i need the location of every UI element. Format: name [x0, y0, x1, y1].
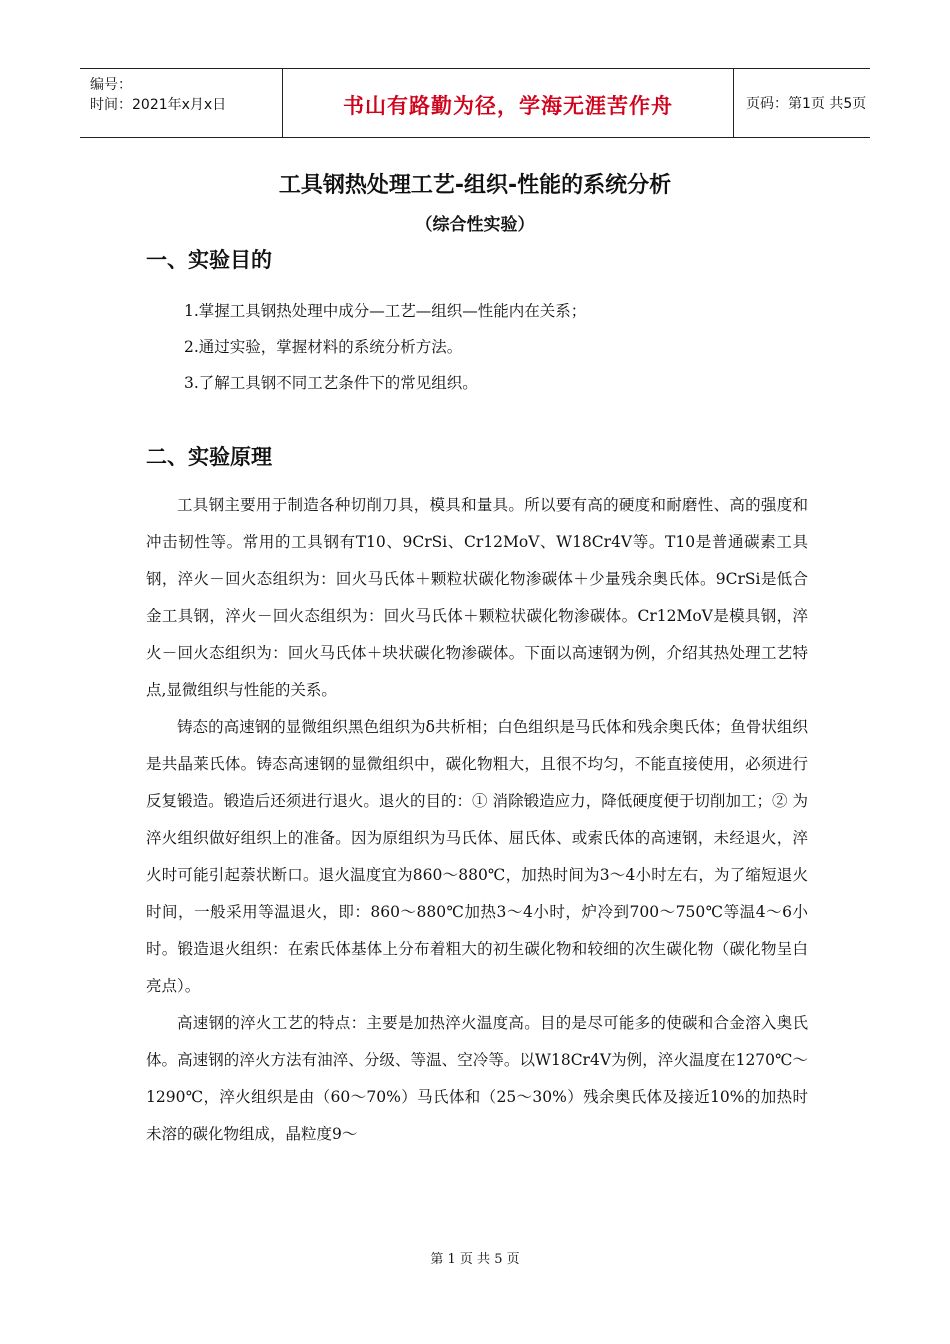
doc-time-label: 时间：2021年x月x日 — [90, 97, 227, 113]
section-heading-principle: 二、实验原理 — [146, 445, 272, 469]
doc-title: 工具钢热处理工艺-组织-性能的系统分析 — [278, 173, 672, 198]
page-footer: 第 1 页 共 5 页 — [430, 1252, 520, 1267]
body-paragraph: 高速钢的淬火工艺的特点：主要是加热淬火温度高。目的是尽可能多的使碳和合金溶入奥氏体。高速钢的淬火方法有油淬、分级、等温、空冷等。以W18Cr4V为例，淬火温度在1270℃～1290℃，淬火组织是由（60～70%）马氏体和（25～30%）残余奥氏体及接近10%的加热时未溶的碳化物组成，晶粒度9～ — [146, 1014, 808, 1143]
header-motto-cell — [282, 69, 734, 137]
body-paragraph: 工具钢主要用于制造各种切削刀具，模具和量具。所以要有高的硬度和耐磨性、高的强度和冲击韧性等。常用的工具钢有T10、9CrSi、Cr12MoV、W18Cr4V等。T10是普通碳素工具钢，淬火－回火态组织为：回火马氏体＋颗粒状碳化物渗碳体＋少量残余奥氏体。9CrSi是低合金工具钢，淬火－回火态组织为：回火马氏体＋颗粒状碳化物渗碳体。Cr12MoV是模具钢，淬火－回火态组织为：回火马氏体＋块状碳化物渗碳体。下面以高速钢为例，介绍其热处理工艺特点,显微组织与性能的关系。 — [146, 496, 808, 699]
purpose-item: 1.掌握工具钢热处理中成分—工艺—组织—性能内在关系； — [184, 302, 587, 320]
header-page-info: 页码：第1页 共5页 — [746, 96, 867, 112]
purpose-item: 3.了解工具钢不同工艺条件下的常见组织。 — [184, 374, 478, 392]
purpose-item: 2.通过实验，掌握材料的系统分析方法。 — [184, 338, 463, 356]
doc-subtitle: （综合性实验） — [415, 215, 535, 235]
header-meta — [80, 69, 282, 137]
doc-number-label: 编号： — [90, 77, 132, 93]
body-paragraph: 铸态的高速钢的显微组织黑色组织为δ共析相；白色组织是马氏体和残余奥氏体；鱼骨状组织是共晶莱氏体。铸态高速钢的显微组织中，碳化物粗大，且很不均匀，不能直接使用，必须进行反复锻造。锻造后还须进行退火。退火的目的：① 消除锻造应力，降低硬度便于切削加工；② 为淬火组织做好组织上的准备。因为原组织为马氏体、屈氏体、或索氏体的高速钢，未经退火，淬火时可能引起萘状断口。退火温度宜为860～880℃，加热时间为3～4小时左右，为了缩短退火时间，一般采用等温退火，即：860～880℃加热3～4小时，炉冷到700～750℃等温4～6小时。锻造退火组织：在索氏体基体上分布着粗大的初生碳化物和较细的次生碳化物（碳化物呈白亮点）。 — [146, 718, 808, 995]
header-motto: 书山有路勤为径，学海无涯苦作舟 — [343, 94, 673, 118]
principle-body — [146, 487, 808, 1153]
page-header — [80, 68, 870, 138]
section-heading-purpose: 一、实验目的 — [146, 248, 272, 272]
